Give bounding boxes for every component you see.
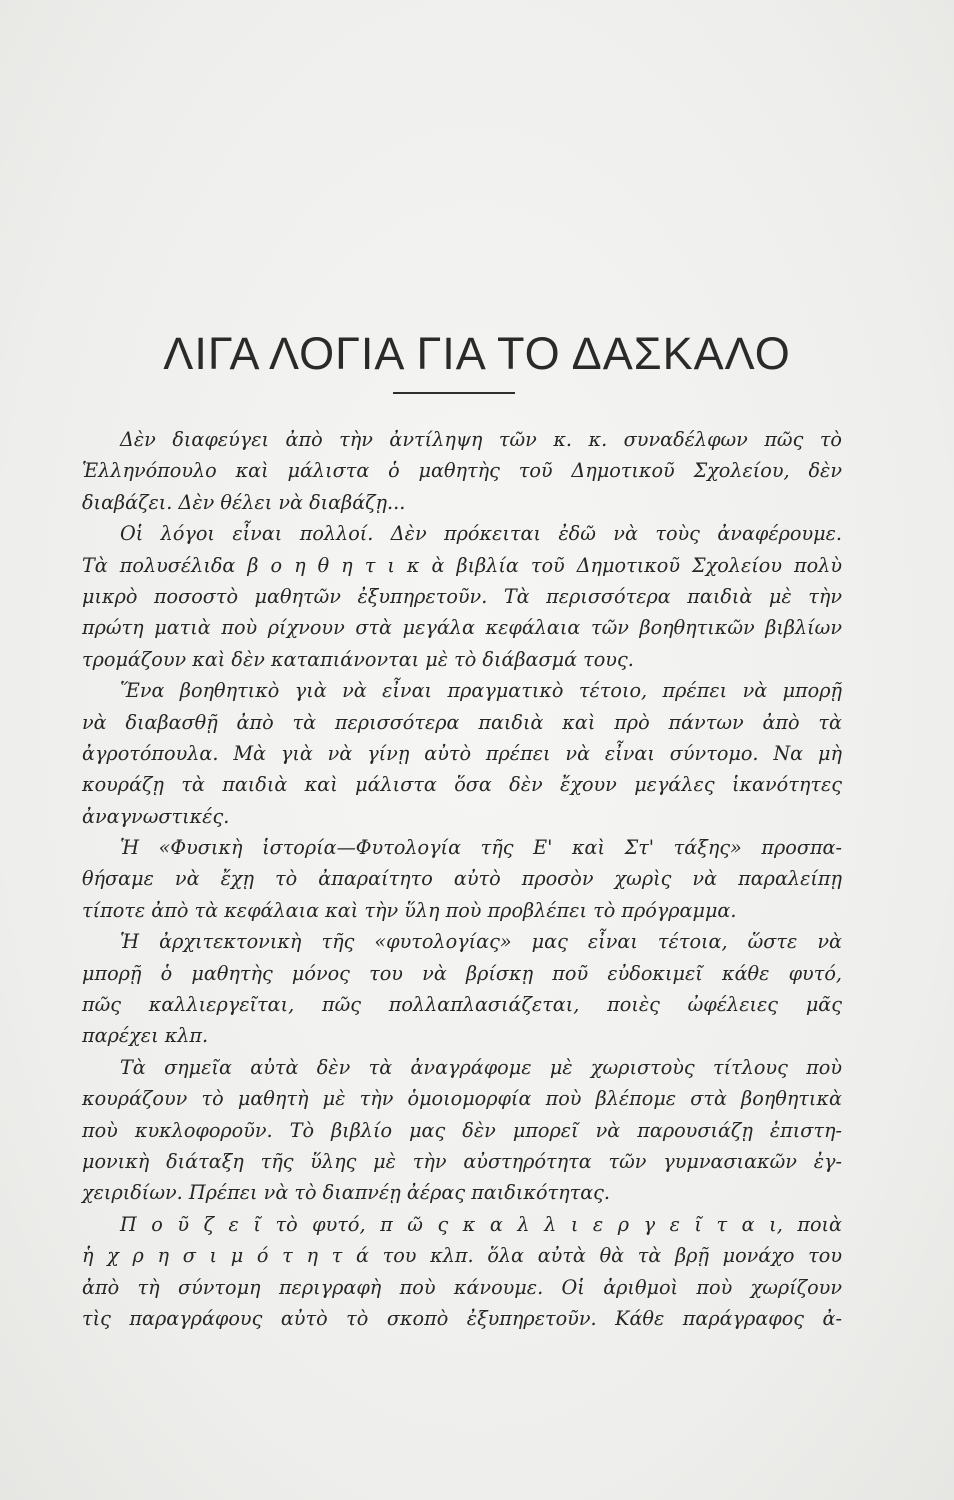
text-line: πρώτη ματιὰ ποὺ ρίχνουν στὰ μεγάλα κεφάλαια τῶν βοηθητικῶν βιβλίων (82, 616, 842, 640)
text-line: μπορῇ ὁ μαθητὴς μόνος του νὰ βρίσκῃ ποῦ εὐδοκιμεῖ κάθε φυτό, (82, 961, 842, 985)
text-line: ποὺ κυκλοφοροῦν. Τὸ βιβλίο μας δὲν μπορεῖ νὰ παρουσιάζῃ ἐπιστη- (82, 1118, 842, 1142)
body-text (82, 424, 842, 1334)
text-line: κουράζουν τὸ μαθητὴ μὲ τὴν ὁμοιομορφία ποὺ βλέπομε στὰ βοηθητικὰ (82, 1087, 842, 1111)
text-line: χειριδίων. Πρέπει νὰ τὸ διαπνέῃ ἀέρας παιδικότητας. (82, 1181, 611, 1205)
text-line: νὰ διαβασθῇ ἀπὸ τὰ περισσότερα παιδιὰ καὶ πρὸ πάντων ἀπὸ τὰ (82, 710, 842, 734)
text-line: Ἡ ἀρχιτεκτονικὴ τῆς «φυτολογίας» μας εἶναι τέτοια, ὥστε νὰ (120, 930, 842, 954)
text-line: τρομάζουν καὶ δὲν καταπιάνονται μὲ τὸ διάβασμά τους. (82, 647, 634, 671)
text-line: κουράζῃ τὰ παιδιὰ καὶ μάλιστα ὅσα δὲν ἔχουν μεγάλες ἱκανότητες (82, 773, 842, 797)
page-title: ΛΙΓΑ ΛΟΓΙΑ ΓΙΑ ΤΟ ΔΑΣΚΑΛΟ (163, 328, 791, 379)
text-line: τίποτε ἀπὸ τὰ κεφάλαια καὶ τὴν ὕλη ποὺ προβλέπει τὸ πρόγραμμα. (82, 898, 737, 922)
text-line: ἀναγνωστικές. (82, 804, 230, 828)
text-line: ἀπὸ τὴ σύντομη περιγραφὴ ποὺ κάνουμε. Οἱ ἀριθμοὶ ποὺ χωρίζουν (82, 1275, 842, 1299)
text-line: Π ο ῦ ζ ε ῖ τὸ φυτό, π ῶ ς κ α λ λ ι ε ρ γ ε ῖ τ α ι, ποιὰ (120, 1212, 842, 1236)
text-line: διαβάζει. Δὲν θέλει νὰ διαβάζῃ... (82, 490, 406, 514)
text-line: θήσαμε νὰ ἔχῃ τὸ ἀπαραίτητο αὐτὸ προσὸν χωρὶς νὰ παραλείπῃ (82, 867, 842, 891)
text-line: Δὲν διαφεύγει ἀπὸ τὴν ἀντίληψη τῶν κ. κ. συναδέλφων πῶς τὸ (120, 428, 842, 451)
text-line: Οἱ λόγοι εἶναι πολλοί. Δὲν πρόκειται ἐδῶ νὰ τοὺς ἀναφέρουμε. (120, 522, 842, 546)
text-line: Ἑλληνόπουλο καὶ μάλιστα ὁ μαθητὴς τοῦ Δημοτικοῦ Σχολείου, δὲν (82, 459, 842, 483)
text-line: Τὰ πολυσέλιδα β ο η θ η τ ι κ ὰ βιβλία τοῦ Δημοτικοῦ Σχολείου πολὺ (82, 553, 842, 577)
text-line: ἡ χ ρ η σ ι μ ό τ η τ ά του κλπ. ὅλα αὐτὰ θὰ τὰ βρῇ μονάχο του (82, 1244, 842, 1268)
text-line: μικρὸ ποσοστὸ μαθητῶν ἐξυπηρετοῦν. Τὰ περισσότερα παιδιὰ μὲ τὴν (82, 584, 842, 608)
title-underline (393, 392, 515, 394)
text-line: πῶς καλλιεργεῖται, πῶς πολλαπλασιάζεται, ποιὲς ὠφέλειες μᾶς (82, 993, 842, 1017)
text-line: Ἕνα βοηθητικὸ γιὰ νὰ εἶναι πραγματικὸ τέτοιο, πρέπει νὰ μπορῇ (120, 679, 842, 703)
text-line: παρέχει κλπ. (82, 1024, 209, 1048)
text-line: Τὰ σημεῖα αὐτὰ δὲν τὰ ἀναγράφομε μὲ χωριστοὺς τίτλους ποὺ (120, 1055, 842, 1079)
text-line: ἀγροτόπουλα. Μὰ γιὰ νὰ γίνῃ αὐτὸ πρέπει νὰ εἶναι σύντομο. Να μὴ (82, 741, 842, 765)
text-line: Ἡ «Φυσικὴ ἱστορία—Φυτολογία τῆς Ε' καὶ Στ' τάξης» προσπα- (120, 836, 842, 860)
text-line: τὶς παραγράφους αὐτὸ τὸ σκοπὸ ἐξυπηρετοῦν. Κάθε παράγραφος ἀ- (82, 1306, 842, 1330)
text-line: μονικὴ διάταξη τῆς ὕλης μὲ τὴν αὐστηρότητα τῶν γυμνασιακῶν ἐγ- (82, 1149, 842, 1173)
